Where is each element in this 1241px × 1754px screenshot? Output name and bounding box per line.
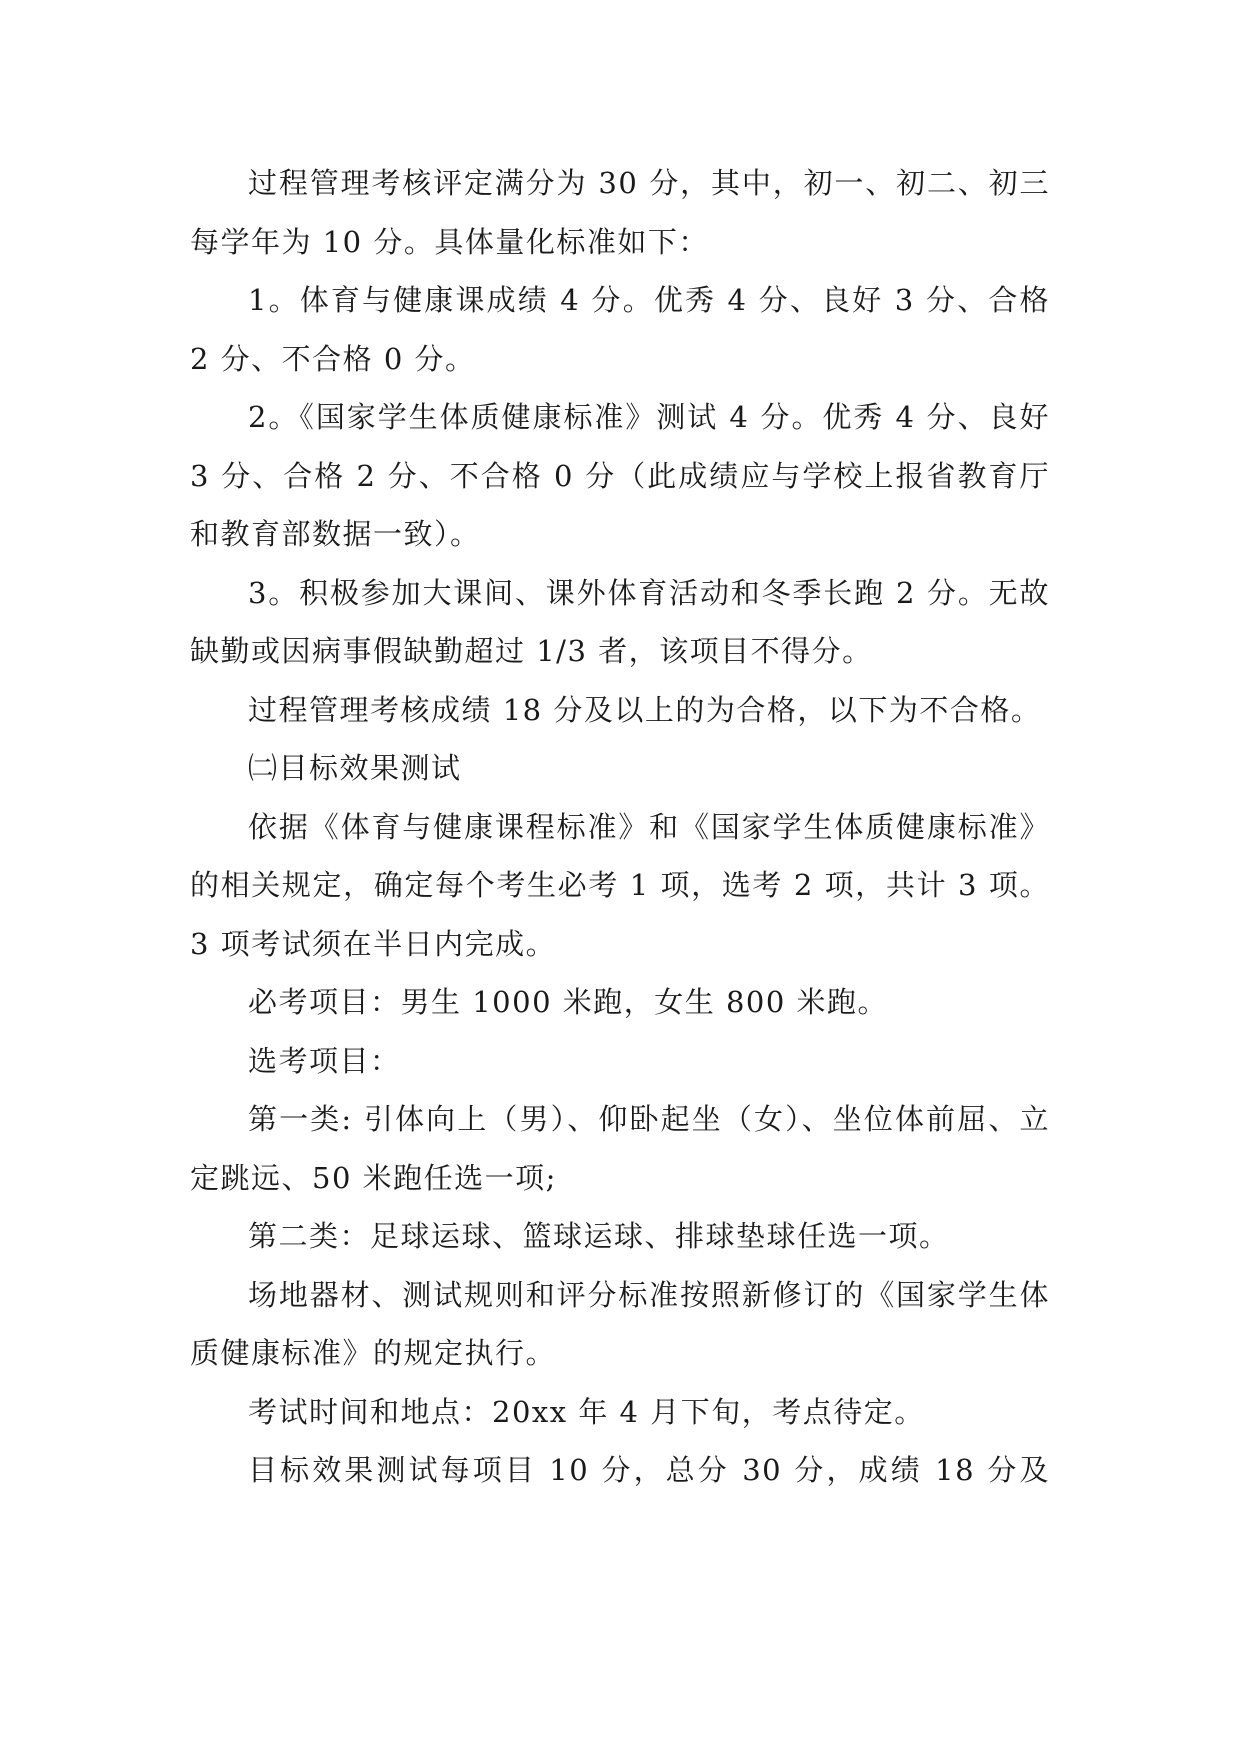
document-body xyxy=(190,154,1050,1500)
section-heading-target-test: ㈡目标效果测试 xyxy=(248,751,462,785)
paragraph-item-2-fitness-test: 2。《国家学生体质健康标准》测试 4 分。优秀 4 分、良好 3 分、合格 2 分、不合格 0 分（此成绩应与学校上报省教育厅和教育部数据一致）。 xyxy=(190,400,1050,551)
paragraph-item-3-activities: 3。积极参加大课间、课外体育活动和冬季长跑 2 分。无故缺勤或因病事假缺勤超过 1/3 者，该项目不得分。 xyxy=(190,575,1050,668)
paragraph-item-1-pe-course: 1。体育与健康课成绩 4 分。优秀 4 分、良好 3 分、合格 2 分、不合格 0 分。 xyxy=(190,283,1050,376)
paragraph-test-basis: 依据《体育与健康课程标准》和《国家学生体质健康标准》的相关规定，确定每个考生必考 1 项，选考 2 项，共计 3 项。3 项考试须在半日内完成。 xyxy=(190,809,1050,961)
paragraph-process-score-total: 过程管理考核评定满分为 30 分，其中，初一、初二、初三每学年为 10 分。具体量化标准如下： xyxy=(190,166,1050,259)
paragraph-process-pass-line: 过程管理考核成绩 18 分及以上的为合格，以下为不合格。 xyxy=(248,692,1042,727)
paragraph-optional-category-2: 第二类：足球运球、篮球运球、排球垫球任选一项。 xyxy=(248,1219,950,1253)
paragraph-required-items: 必考项目：男生 1000 米跑，女生 800 米跑。 xyxy=(248,985,889,1019)
paragraph-target-score: 目标效果测试每项目 10 分，总分 30 分，成绩 18 分及 xyxy=(248,1453,1050,1487)
paragraph-time-place: 考试时间和地点：20xx 年 4 月下旬，考点待定。 xyxy=(248,1394,925,1429)
paragraph-optional-items-heading: 选考项目： xyxy=(248,1043,401,1078)
paragraph-optional-category-1: 第一类: 引体向上（男）、仰卧起坐（女）、坐位体前屈、立定跳远、50 米跑任选一项; xyxy=(190,1102,1050,1195)
paragraph-equipment-rules: 场地器材、测试规则和评分标准按照新修订的《国家学生体质健康标准》的规定执行。 xyxy=(190,1277,1050,1370)
